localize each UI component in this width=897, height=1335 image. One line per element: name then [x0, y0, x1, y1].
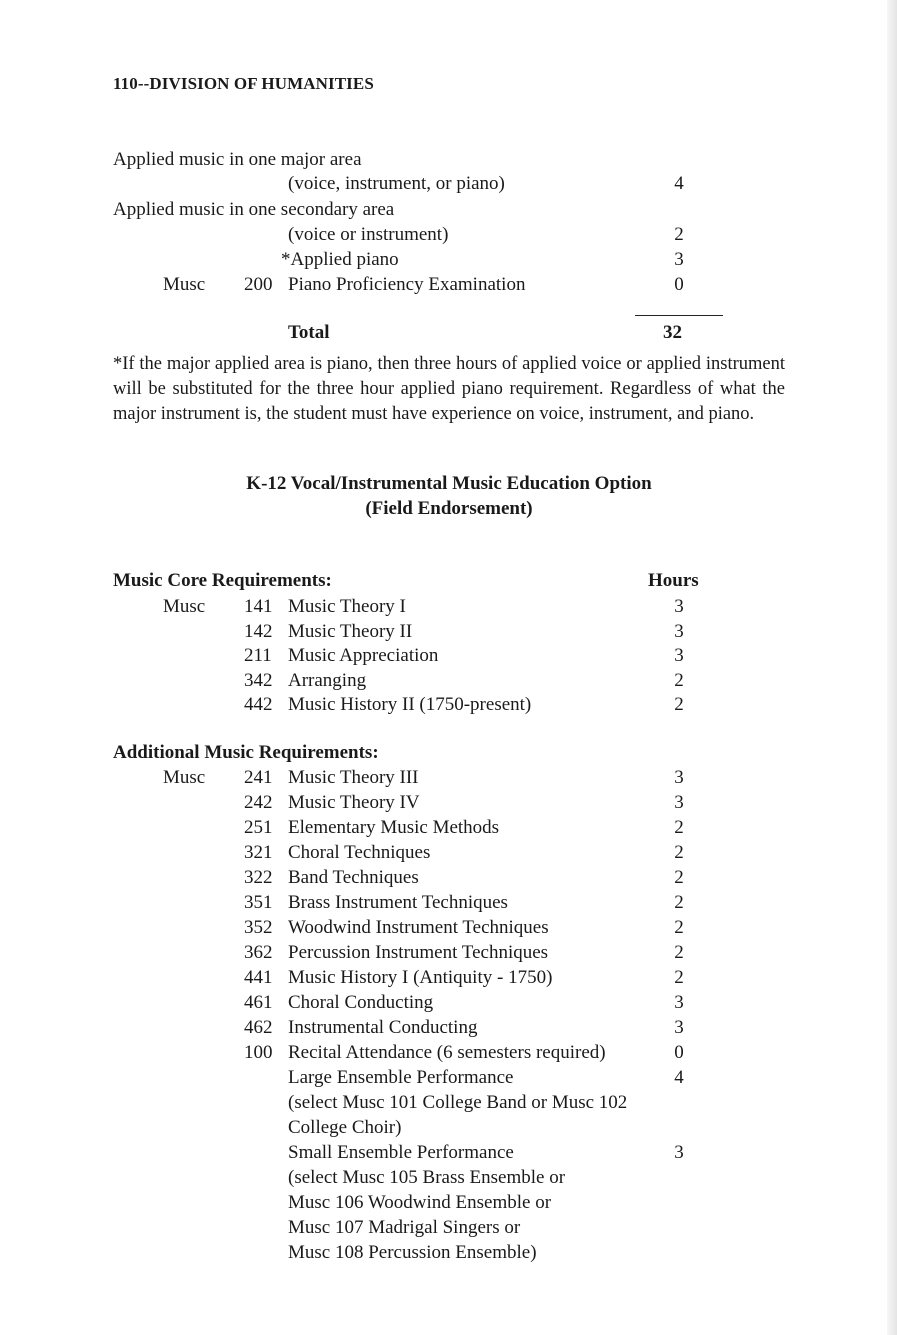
total-value: 32 — [663, 322, 682, 343]
course-title: Music History I (Antiquity - 1750) — [288, 967, 553, 988]
course-title: Percussion Instrument Techniques — [288, 942, 549, 963]
course-title: Music Theory III — [288, 767, 419, 788]
large-ensemble-note: (select Musc 101 College Band or Musc 102 — [288, 1092, 628, 1113]
applied-secondary-hours: 2 — [674, 224, 684, 245]
course-hours: 2 — [674, 817, 684, 838]
applied-piano-hours: 3 — [674, 249, 684, 270]
course-number: 241 — [244, 767, 273, 788]
course-number: 462 — [244, 1017, 273, 1038]
course-hours: 2 — [674, 694, 684, 715]
course-hours: 3 — [674, 645, 684, 666]
option-subtitle: (Field Endorsement) — [365, 498, 533, 519]
footnote-paragraph: *If the major applied area is piano, then three hours of applied voice or applied instrument will be substituted for the three hour applied piano requirement. Regardless of what the major instrument is, the student must have experience on voice, instrument, and piano. — [113, 354, 785, 424]
course-number: 100 — [244, 1042, 273, 1063]
large-ensemble-title: Large Ensemble Performance — [288, 1067, 514, 1088]
course-title: Band Techniques — [288, 867, 419, 888]
page-edge-shadow — [887, 0, 897, 1335]
course-number: 461 — [244, 992, 273, 1013]
proficiency-title: Piano Proficiency Examination — [288, 274, 526, 295]
course-number: 211 — [244, 645, 272, 666]
total-rule — [635, 315, 723, 316]
course-title: Music Appreciation — [288, 645, 439, 666]
course-hours: 2 — [674, 942, 684, 963]
applied-major-detail: (voice, instrument, or piano) — [288, 173, 505, 194]
course-hours: 2 — [674, 867, 684, 888]
course-hours: 3 — [674, 621, 684, 642]
proficiency-number: 200 — [244, 274, 273, 295]
course-number: 442 — [244, 694, 273, 715]
small-ensemble-note: Musc 108 Percussion Ensemble) — [288, 1242, 537, 1263]
hours-heading: Hours — [648, 570, 699, 591]
course-hours: 2 — [674, 892, 684, 913]
course-number: 342 — [244, 670, 273, 691]
course-number: 362 — [244, 942, 273, 963]
course-number: 242 — [244, 792, 273, 813]
course-hours: 0 — [674, 1042, 684, 1063]
course-title: Recital Attendance (6 semesters required) — [288, 1042, 606, 1063]
course-hours: 2 — [674, 842, 684, 863]
course-title: Choral Techniques — [288, 842, 431, 863]
course-title: Arranging — [288, 670, 367, 691]
applied-piano-label: *Applied piano — [281, 249, 399, 270]
course-title: Woodwind Instrument Techniques — [288, 917, 549, 938]
small-ensemble-note: (select Musc 105 Brass Ensemble or — [288, 1167, 566, 1188]
additional-heading: Additional Music Requirements: — [113, 742, 379, 763]
applied-secondary-label: Applied music in one secondary area — [113, 199, 395, 220]
course-number: 142 — [244, 621, 273, 642]
course-hours: 2 — [674, 670, 684, 691]
small-ensemble-hours: 3 — [674, 1142, 684, 1163]
core-dept: Musc — [163, 596, 206, 617]
applied-major-hours: 4 — [674, 173, 684, 194]
course-title: Elementary Music Methods — [288, 817, 500, 838]
large-ensemble-hours: 4 — [674, 1067, 684, 1088]
course-number: 321 — [244, 842, 273, 863]
applied-secondary-detail: (voice or instrument) — [288, 224, 449, 245]
course-title: Brass Instrument Techniques — [288, 892, 508, 913]
course-hours: 2 — [674, 967, 684, 988]
running-header: 110--DIVISION OF HUMANITIES — [113, 74, 374, 93]
course-hours: 3 — [674, 1017, 684, 1038]
small-ensemble-note: Musc 106 Woodwind Ensemble or — [288, 1192, 552, 1213]
course-number: 441 — [244, 967, 273, 988]
course-number: 322 — [244, 867, 273, 888]
course-title: Music Theory IV — [288, 792, 420, 813]
small-ensemble-note: Musc 107 Madrigal Singers or — [288, 1217, 521, 1238]
course-hours: 2 — [674, 917, 684, 938]
option-title: K-12 Vocal/Instrumental Music Education Option — [246, 473, 652, 494]
large-ensemble-note: College Choir) — [288, 1117, 402, 1138]
course-hours: 3 — [674, 596, 684, 617]
total-label: Total — [288, 322, 330, 343]
course-hours: 3 — [674, 767, 684, 788]
course-hours: 3 — [674, 792, 684, 813]
applied-major-label: Applied music in one major area — [113, 149, 362, 170]
course-title: Instrumental Conducting — [288, 1017, 478, 1038]
course-title: Music History II (1750-present) — [288, 694, 532, 715]
course-number: 351 — [244, 892, 273, 913]
proficiency-hours: 0 — [674, 274, 684, 295]
course-number: 141 — [244, 596, 273, 617]
core-heading: Music Core Requirements: — [113, 570, 332, 591]
course-title: Music Theory I — [288, 596, 406, 617]
proficiency-dept: Musc — [163, 274, 206, 295]
course-title: Choral Conducting — [288, 992, 434, 1013]
course-number: 251 — [244, 817, 273, 838]
course-hours: 3 — [674, 992, 684, 1013]
course-number: 352 — [244, 917, 273, 938]
small-ensemble-title: Small Ensemble Performance — [288, 1142, 514, 1163]
additional-dept: Musc — [163, 767, 206, 788]
course-title: Music Theory II — [288, 621, 413, 642]
